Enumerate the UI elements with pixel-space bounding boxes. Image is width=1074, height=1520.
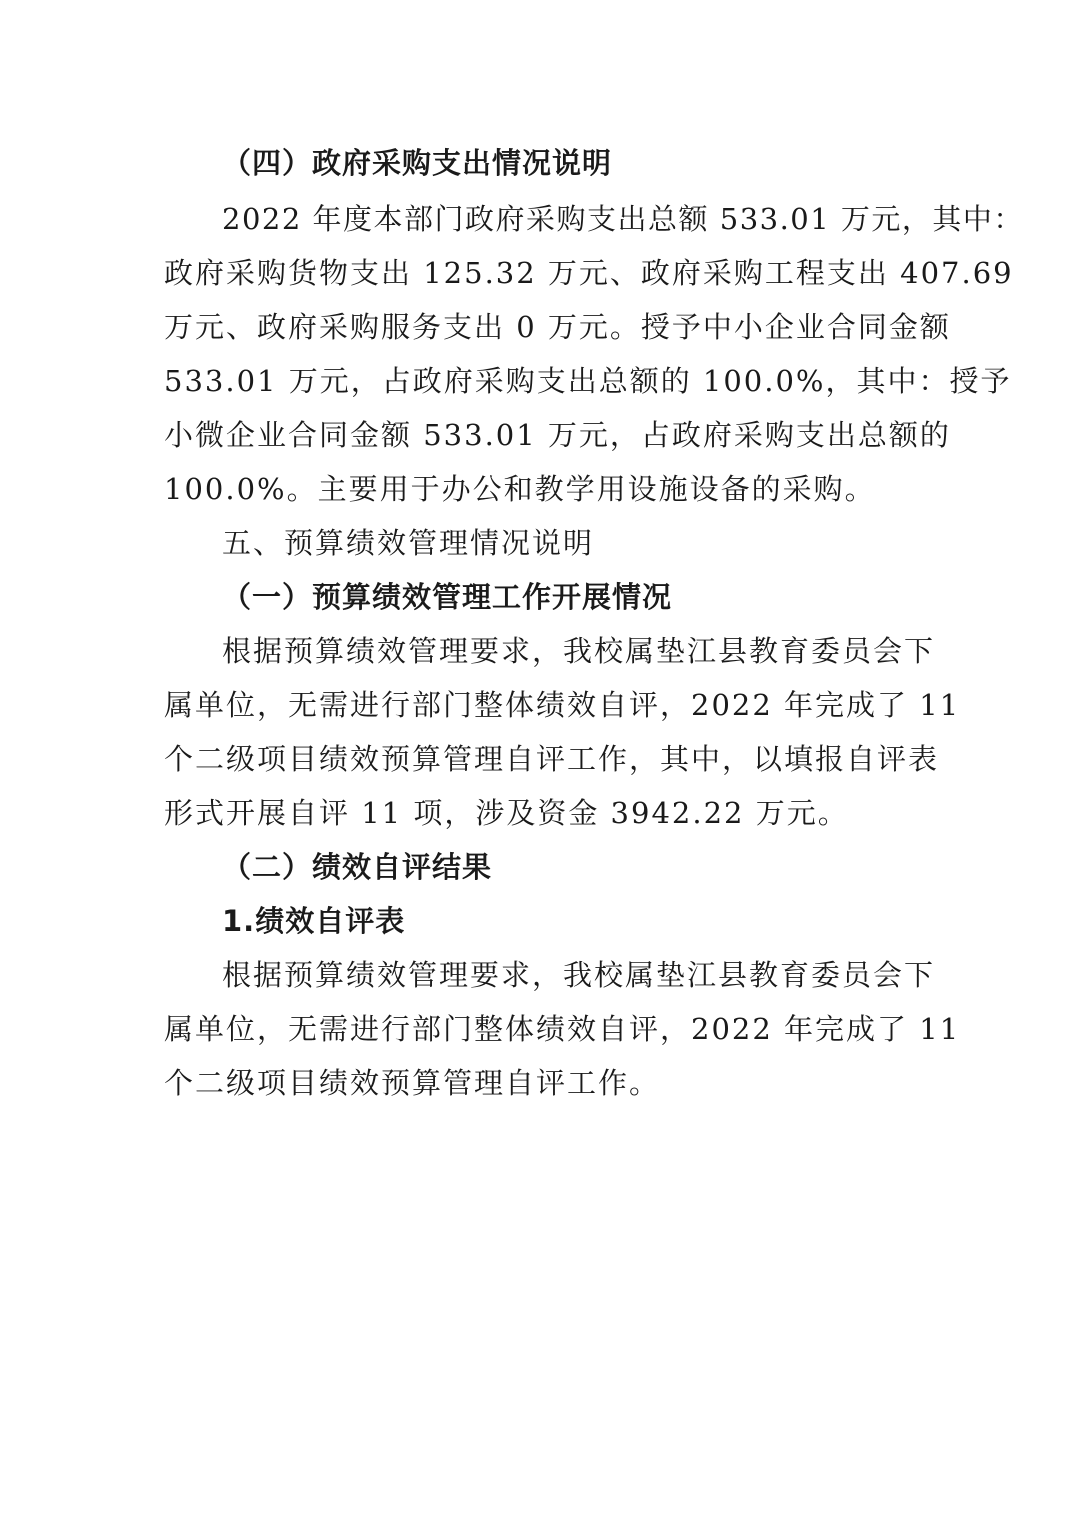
paragraph-line: 万元、政府采购服务支出 0 万元。授予中小企业合同金额 bbox=[164, 310, 951, 344]
paragraph-line: 小微企业合同金额 533.01 万元，占政府采购支出总额的 bbox=[164, 418, 951, 452]
paragraph-line: 根据预算绩效管理要求，我校属垫江县教育委员会下 bbox=[222, 634, 936, 668]
paragraph-line: 2022 年度本部门政府采购支出总额 533.01 万元，其中： bbox=[222, 202, 1024, 236]
heading-self-evaluation-results: （二）绩效自评结果 bbox=[222, 850, 493, 884]
heading-government-procurement: （四）政府采购支出情况说明 bbox=[222, 146, 613, 180]
paragraph-line: 属单位，无需进行部门整体绩效自评，2022 年完成了 11 bbox=[164, 688, 961, 722]
paragraph-line: 533.01 万元，占政府采购支出总额的 100.0%，其中：授予 bbox=[164, 364, 1012, 398]
paragraph-line: 政府采购货物支出 125.32 万元、政府采购工程支出 407.69 bbox=[164, 256, 1014, 290]
paragraph-line: 形式开展自评 11 项，涉及资金 3942.22 万元。 bbox=[164, 796, 849, 830]
paragraph-line: 属单位，无需进行部门整体绩效自评，2022 年完成了 11 bbox=[164, 1012, 961, 1046]
heading-budget-performance: 五、预算绩效管理情况说明 bbox=[222, 526, 595, 560]
paragraph-line: 根据预算绩效管理要求，我校属垫江县教育委员会下 bbox=[222, 958, 936, 992]
heading-performance-work: （一）预算绩效管理工作开展情况 bbox=[222, 580, 673, 614]
paragraph-line: 个二级项目绩效预算管理自评工作。 bbox=[164, 1066, 661, 1100]
heading-self-evaluation-table: 1.绩效自评表 bbox=[222, 904, 406, 938]
paragraph-line: 个二级项目绩效预算管理自评工作，其中，以填报自评表 bbox=[164, 742, 940, 776]
paragraph-line: 100.0%。主要用于办公和教学用设施设备的采购。 bbox=[164, 472, 876, 506]
